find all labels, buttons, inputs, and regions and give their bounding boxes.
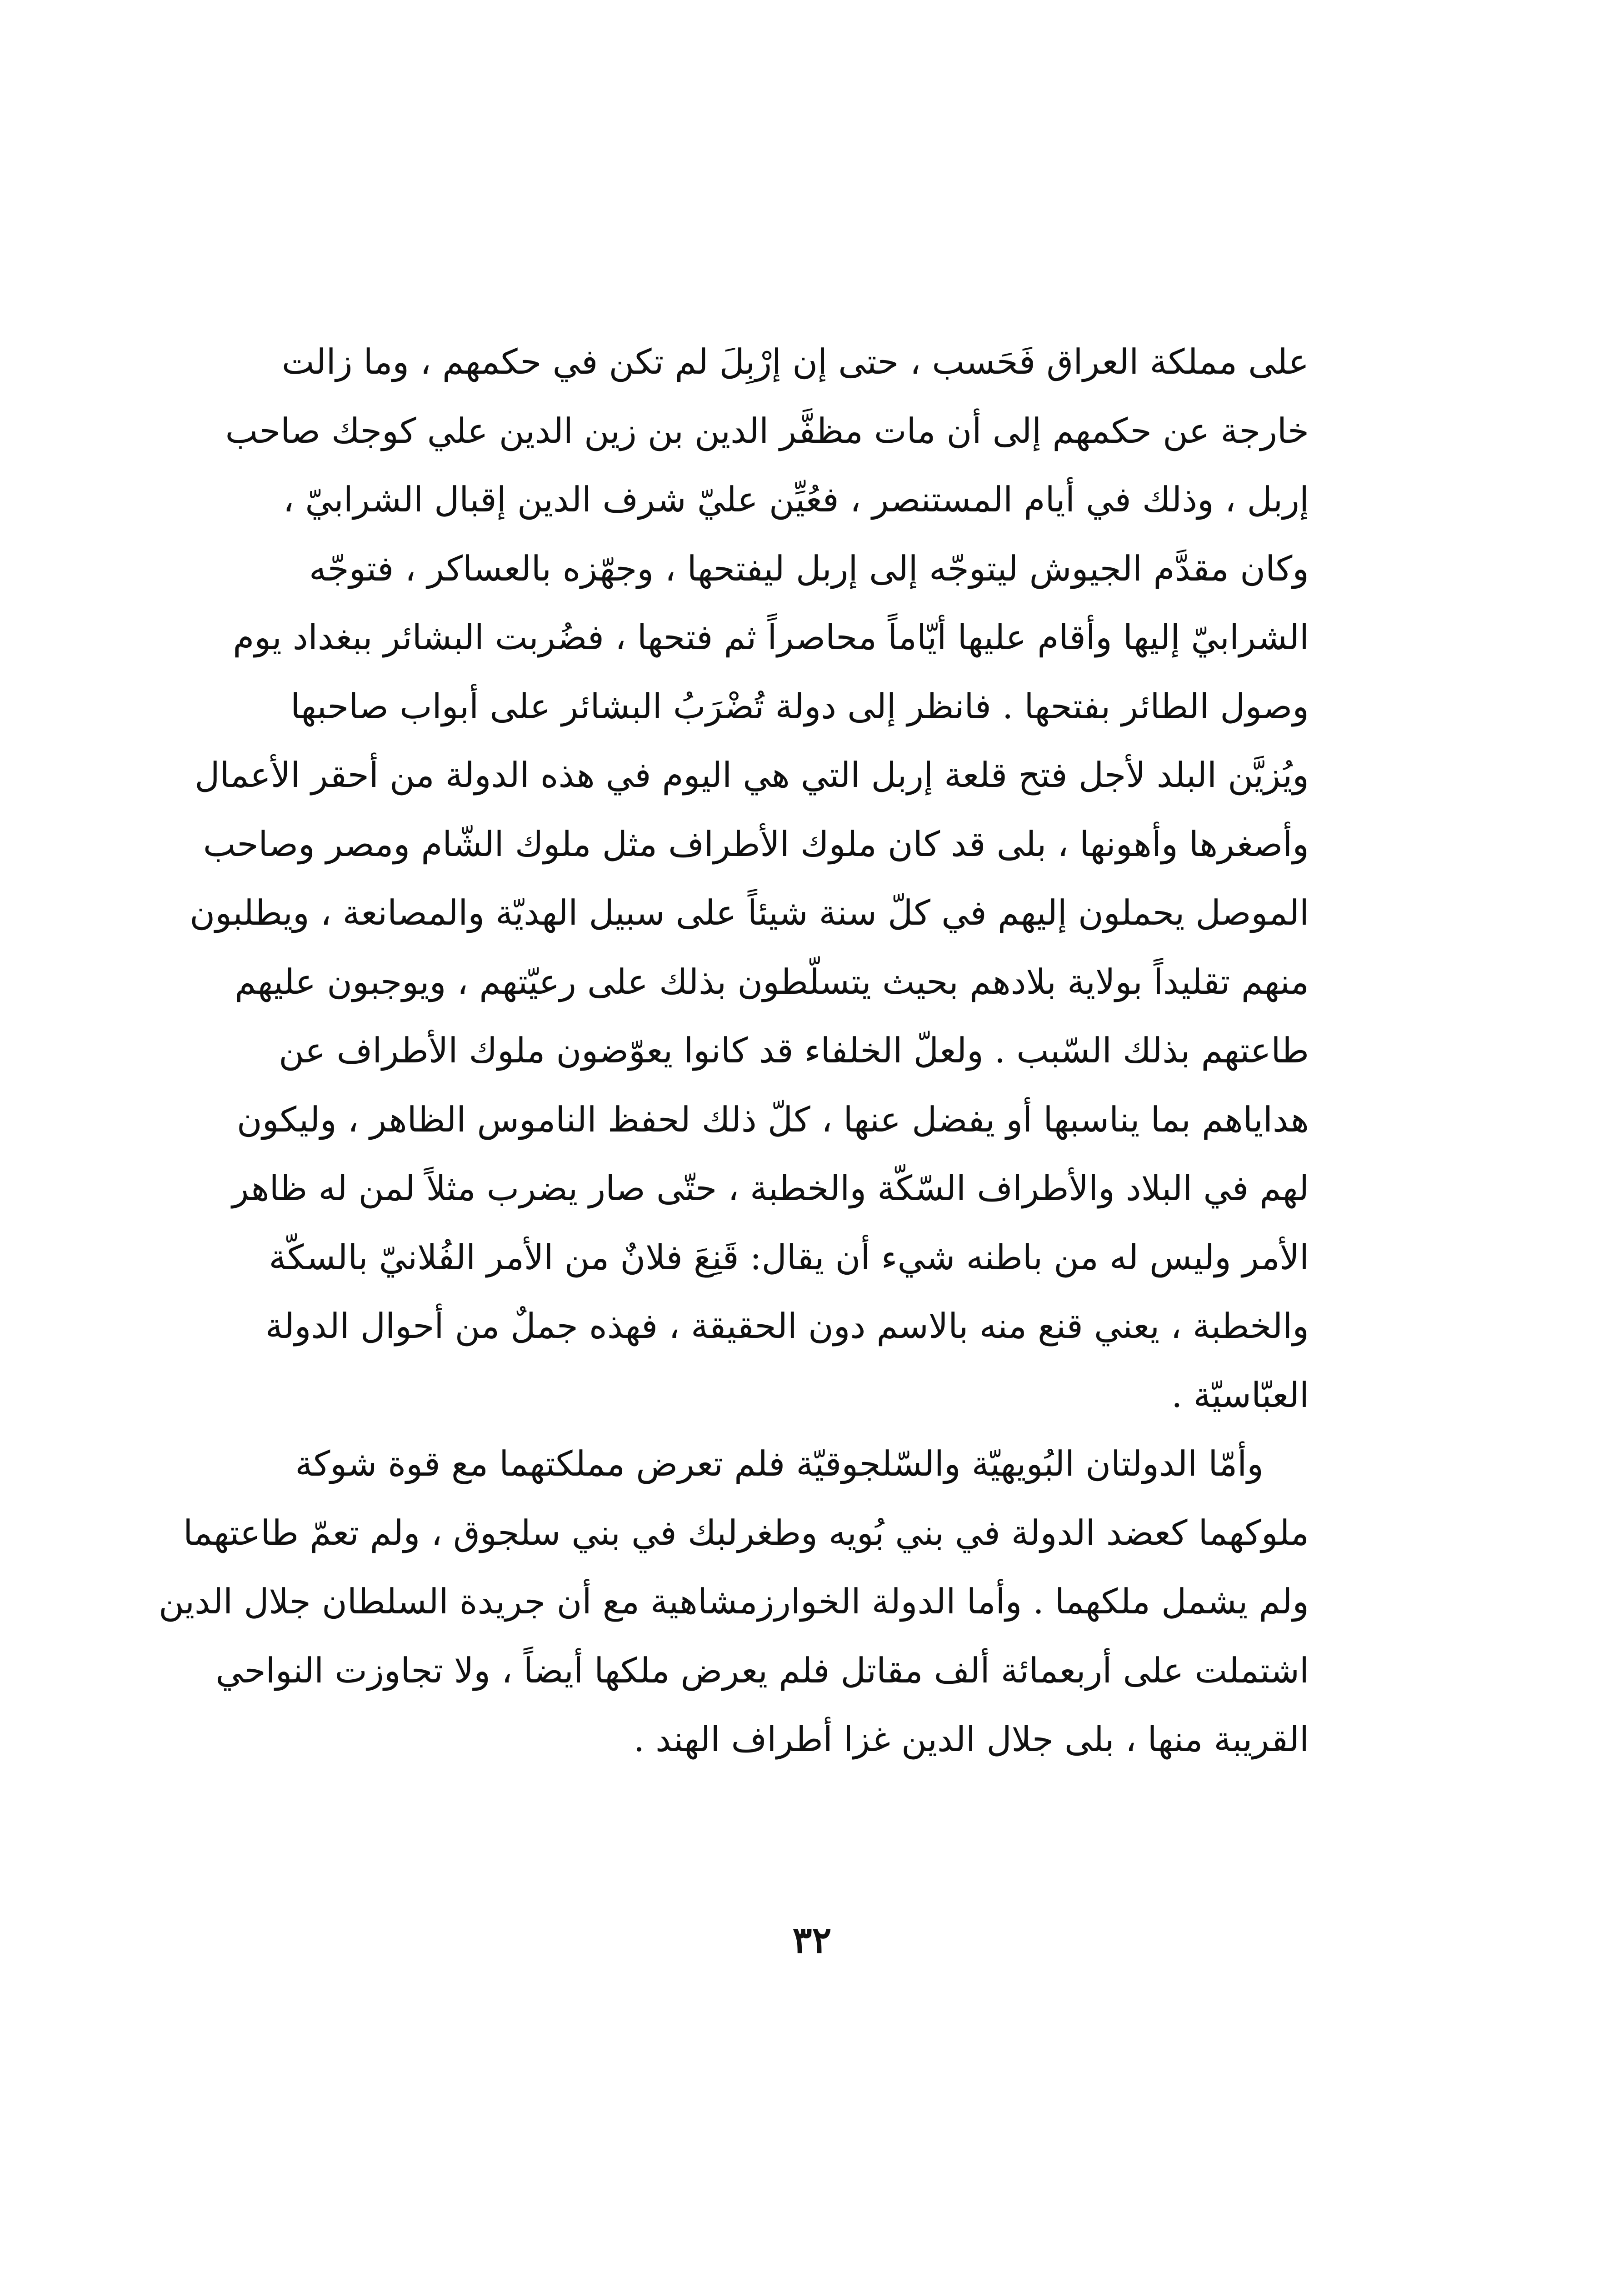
text-line: وصول الطائر بفتحها . فانظر إلى دولة تُضْرَبُ البشائر على أبواب صاحبها xyxy=(290,686,1309,726)
paragraph-2 xyxy=(158,1429,1309,1774)
text-line: وأمّا الدولتان البُويهيّة والسّلجوقيّة فلم تعرض مملكتهما مع قوة شوكة xyxy=(295,1443,1264,1484)
text-line: العبّاسيّة . xyxy=(1171,1374,1309,1415)
text-line: طاعتهم بذلك السّبب . ولعلّ الخلفاء قد كانوا يعوّضون ملوك الأطراف عن xyxy=(279,1030,1309,1071)
text-line: خارجة عن حكمهم إلى أن مات مظفَّر الدين بن زين الدين علي كوجك صاحب xyxy=(225,410,1309,451)
text-line: الشرابيّ إليها وأقام عليها أيّاماً محاصراً ثم فتحها ، فضُربت البشائر ببغداد يوم xyxy=(233,617,1309,657)
text-line: ولم يشمل ملكهما . وأما الدولة الخوارزمشاهية مع أن جريدة السلطان جلال الدين xyxy=(158,1581,1309,1622)
text-line: هداياهم بما يناسبها أو يفضل عنها ، كلّ ذلك لحفظ الناموس الظاهر ، وليكون xyxy=(236,1099,1309,1140)
text-line: ملوكهما كعضد الدولة في بني بُويه وطغرلبك في بني سلجوق ، ولم تعمّ طاعتهما xyxy=(183,1512,1309,1553)
text-line: وكان مقدَّم الجيوش ليتوجّه إلى إربل ليفتحها ، وجهّزه بالعساكر ، فتوجّه xyxy=(309,548,1309,589)
main-text xyxy=(158,327,1309,1774)
text-line: اشتملت على أربعمائة ألف مقاتل فلم يعرض ملكها أيضاً ، ولا تجاوزت النواحي xyxy=(215,1650,1309,1691)
text-line: والخطبة ، يعني قنع منه بالاسم دون الحقيقة ، فهذه جملٌ من أحوال الدولة xyxy=(265,1306,1309,1346)
text-line: ويُزيَّن البلد لأجل فتح قلعة إربل التي هي اليوم في هذه الدولة من أحقر الأعمال xyxy=(195,755,1309,795)
text-line: إربل ، وذلك في أيام المستنصر ، فعُيِّن عليّ شرف الدين إقبال الشرابيّ ، xyxy=(283,479,1309,520)
text-line: لهم في البلاد والأطراف السّكّة والخطبة ، حتّى صار يضرب مثلاً لمن له ظاهر xyxy=(232,1168,1309,1208)
text-line: على مملكة العراق فَحَسب ، حتى إن إرْبِلَ لم تكن في حكمهم ، وما زالت xyxy=(281,341,1309,382)
text-line: منهم تقليداً بولاية بلادهم بحيث يتسلّطون بذلك على رعيّتهم ، ويوجبون عليهم xyxy=(235,961,1309,1002)
text-line: وأصغرها وأهونها ، بلى قد كان ملوك الأطراف مثل ملوك الشّام ومصر وصاحب xyxy=(203,823,1309,864)
text-line: الموصل يحملون إليهم في كلّ سنة شيئاً على سبيل الهديّة والمصانعة ، ويطلبون xyxy=(190,892,1309,933)
page-number: ٣٢ xyxy=(792,1918,832,1961)
text-line: القريبة منها ، بلى جلال الدين غزا أطراف الهند . xyxy=(633,1719,1309,1759)
paragraph-1 xyxy=(190,327,1309,1429)
text-line: الأمر وليس له من باطنه شيء أن يقال: قَنِعَ فلانٌ من الأمر الفُلانيّ بالسكّة xyxy=(269,1237,1309,1277)
